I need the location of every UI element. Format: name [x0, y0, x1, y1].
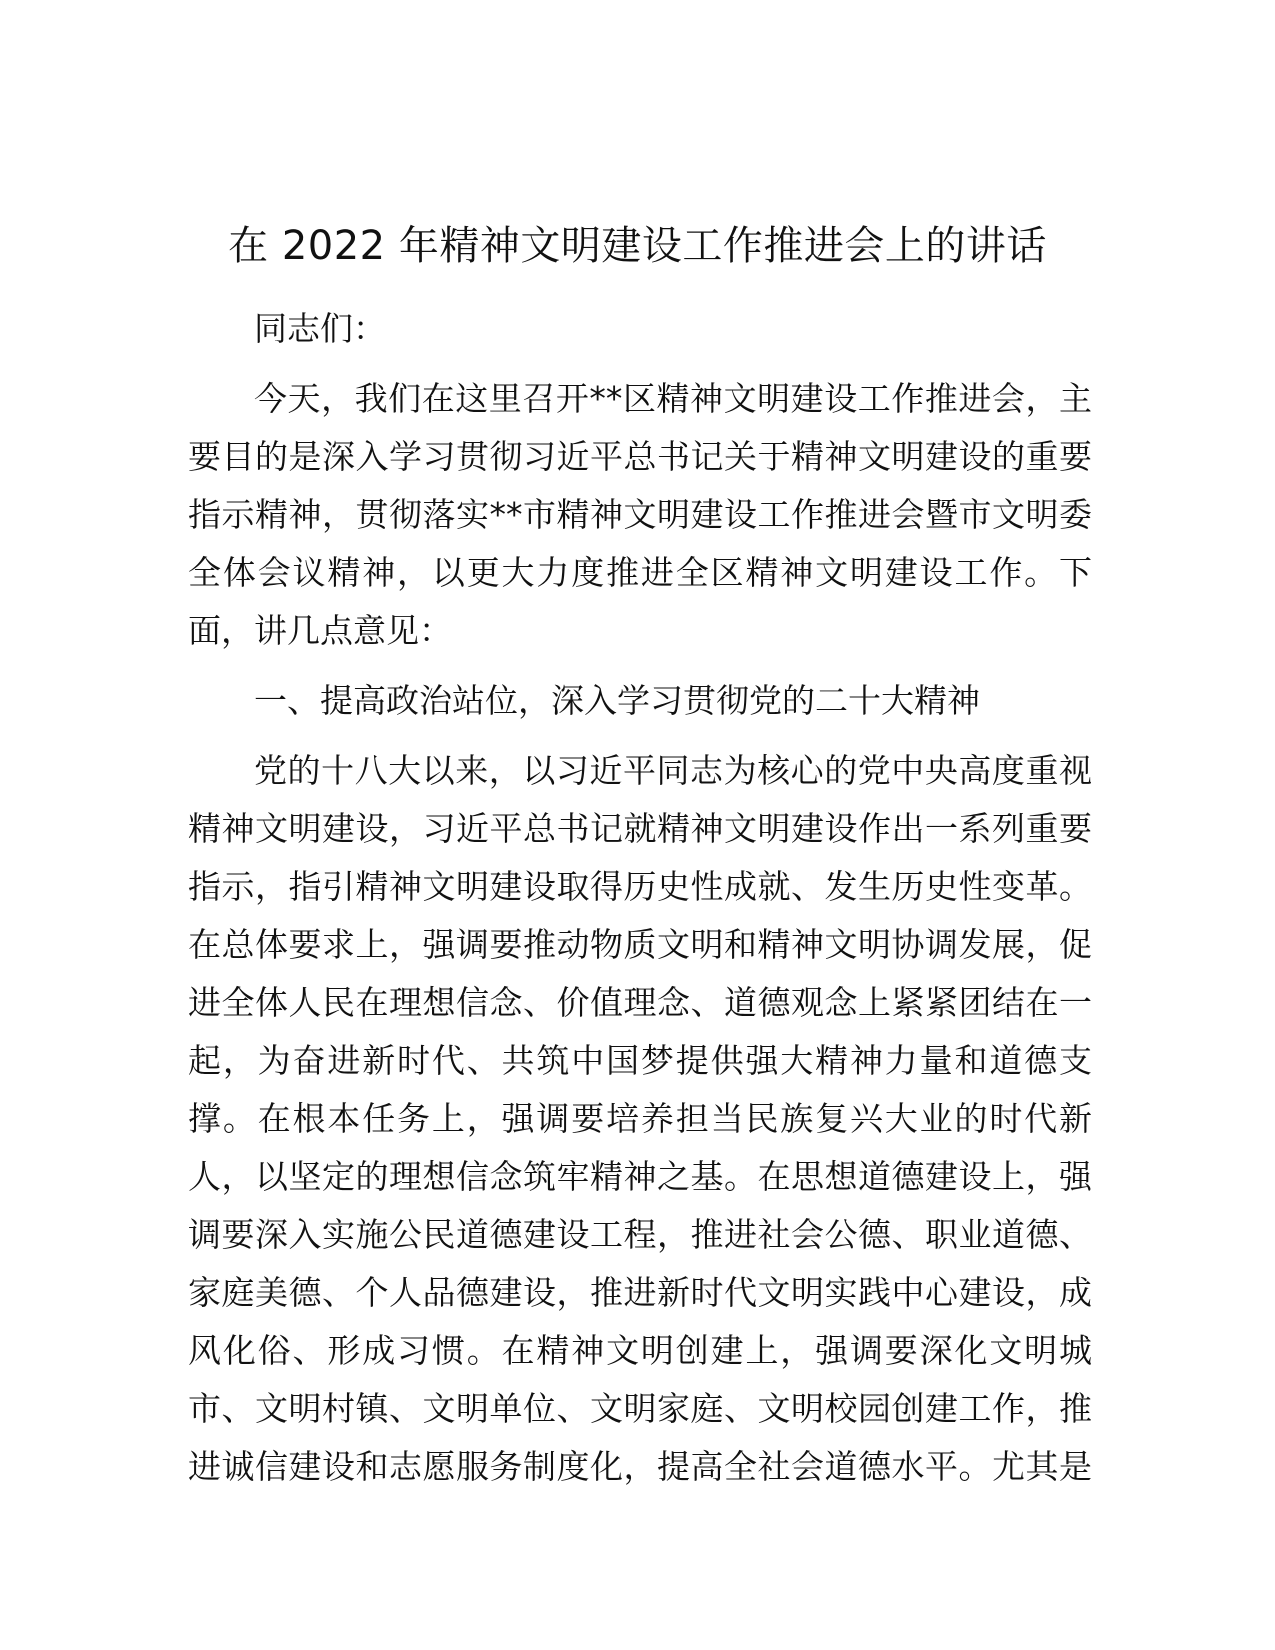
paragraph-line: 起，为奋进新时代、共筑中国梦提供强大精神力量和道德支 [188, 1041, 1092, 1080]
paragraph-line: 风化俗、形成习惯。在精神文明创建上，强调要深化文明城 [188, 1331, 1092, 1370]
paragraph-line: 家庭美德、个人品德建设，推进新时代文明实践中心建设，成 [188, 1273, 1092, 1312]
paragraph-opening [188, 370, 1092, 660]
paragraph-line: 进诚信建设和志愿服务制度化，提高全社会道德水平。尤其是 [188, 1447, 1092, 1486]
paragraph-line: 在总体要求上，强调要推动物质文明和精神文明协调发展，促 [188, 925, 1092, 964]
document-title: 在 2022 年精神文明建设工作推进会上的讲话 [228, 223, 1047, 269]
paragraph-line: 今天，我们在这里召开**区精神文明建设工作推进会，主 [254, 379, 1092, 418]
salutation: 同志们： [254, 309, 386, 348]
paragraph-line: 撑。在根本任务上，强调要培养担当民族复兴大业的时代新 [188, 1099, 1092, 1138]
document-body [188, 300, 1092, 1496]
paragraph-line: 全体会议精神，以更大力度推进全区精神文明建设工作。下 [188, 553, 1092, 592]
paragraph-line: 指示，指引精神文明建设取得历史性成就、发生历史性变革。 [188, 867, 1092, 906]
section-heading: 一、提高政治站位，深入学习贯彻党的二十大精神 [254, 681, 980, 720]
paragraph-line: 要目的是深入学习贯彻习近平总书记关于精神文明建设的重要 [188, 437, 1092, 476]
paragraph-line: 党的十八大以来，以习近平同志为核心的党中央高度重视 [254, 751, 1092, 790]
paragraph-line: 人，以坚定的理想信念筑牢精神之基。在思想道德建设上，强 [188, 1157, 1092, 1196]
paragraph-line: 精神文明建设，习近平总书记就精神文明建设作出一系列重要 [188, 809, 1092, 848]
paragraph-line: 进全体人民在理想信念、价值理念、道德观念上紧紧团结在一 [188, 983, 1092, 1022]
paragraph-line: 调要深入实施公民道德建设工程，推进社会公德、职业道德、 [188, 1215, 1092, 1254]
paragraph-line: 面，讲几点意见： [188, 611, 452, 650]
paragraph-line: 指示精神，贯彻落实**市精神文明建设工作推进会暨市文明委 [188, 495, 1092, 534]
paragraph-line: 市、文明村镇、文明单位、文明家庭、文明校园创建工作，推 [188, 1389, 1092, 1428]
paragraph-section-1 [188, 742, 1092, 1496]
